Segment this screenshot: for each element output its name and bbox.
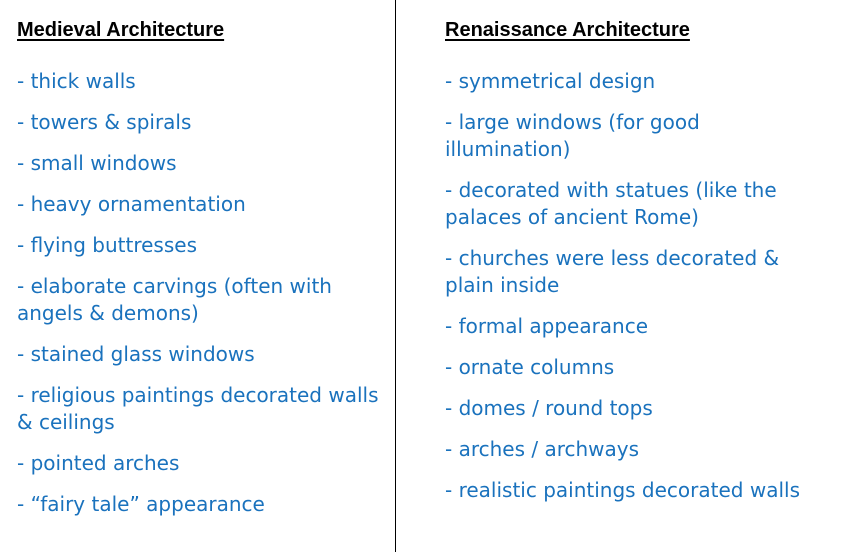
renaissance-heading: Renaissance Architecture [445, 19, 690, 41]
list-item: - religious paintings decorated walls & ceilings [17, 383, 379, 434]
list-item: - elaborate carvings (often with angels & demons) [17, 274, 332, 325]
list-item: - decorated with statues (like the palaces of ancient Rome) [445, 178, 777, 229]
renaissance-column [445, 16, 830, 518]
list-item: - heavy ornamentation [17, 192, 246, 216]
medieval-list [17, 68, 379, 518]
list-item: - arches / archways [445, 437, 640, 461]
list-item: - flying buttresses [17, 233, 197, 257]
list-item: - churches were less decorated & plain inside [445, 246, 780, 297]
list-item: - stained glass windows [17, 342, 255, 366]
list-item: - formal appearance [445, 314, 649, 338]
list-item: - towers & spirals [17, 110, 192, 134]
list-item: - pointed arches [17, 451, 180, 475]
list-item: - ornate columns [445, 355, 615, 379]
medieval-column [17, 16, 379, 532]
medieval-heading: Medieval Architecture [17, 19, 225, 41]
list-item: - realistic paintings decorated walls [445, 478, 800, 502]
list-item: - thick walls [17, 69, 136, 93]
list-item: - small windows [17, 151, 177, 175]
list-item: - large windows (for good illumination) [445, 110, 700, 161]
list-item: - “fairy tale” appearance [17, 492, 265, 516]
renaissance-list [445, 68, 830, 504]
list-item: - symmetrical design [445, 69, 656, 93]
column-divider [395, 0, 396, 552]
list-item: - domes / round tops [445, 396, 653, 420]
